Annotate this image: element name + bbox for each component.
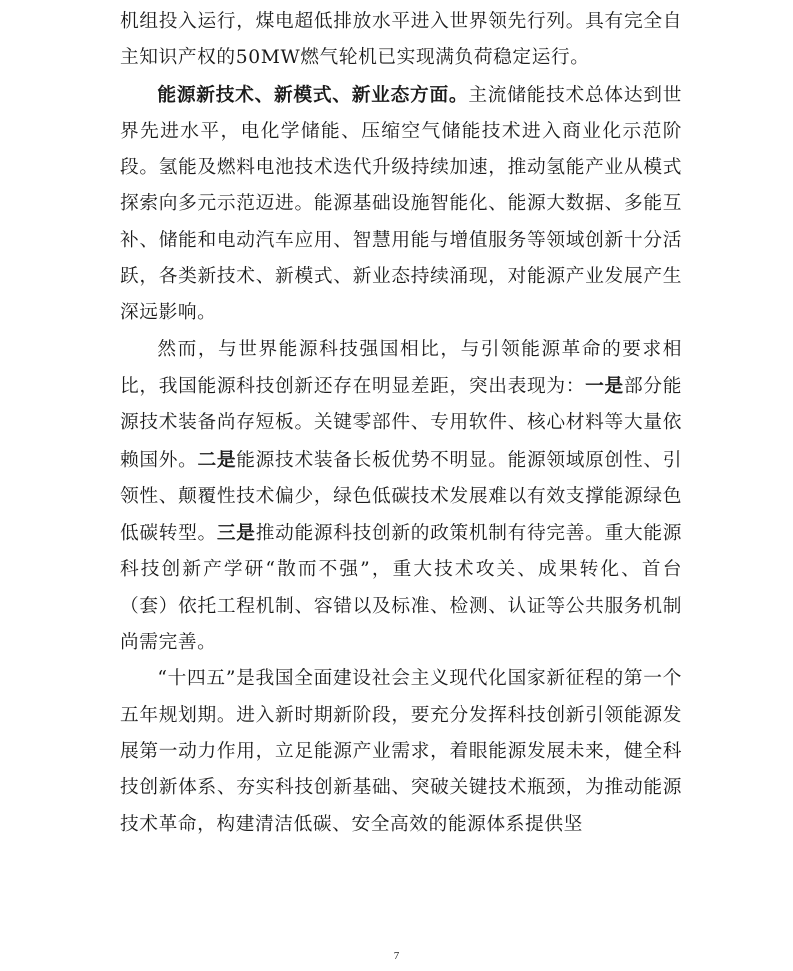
- point-label-1: 一是: [585, 374, 624, 397]
- paragraph-text: “十四五”是我国全面建设社会主义现代化国家新征程的第一个五年规划期。进入新时期新阶段，要充分发挥科技创新引领能源发展第一动力作用，立足能源产业需求，着眼能源发展未来，健全科技创新体系、夯实科技创新基础、突破关键技术瓶颈，为推动能源技术革命，构建清洁低碳、安全高效的能源体系提供坚: [120, 668, 682, 835]
- paragraph-continuation: [120, 4, 682, 77]
- point-label-2: 二是: [197, 448, 237, 471]
- paragraph-new-tech: [120, 77, 682, 332]
- paragraph-gaps: [120, 332, 682, 662]
- paragraph-14th-plan: [120, 661, 682, 842]
- paragraph-text: 主流储能技术总体达到世界先进水平，电化学储能、压缩空气储能技术进入商业化示范阶段。氢能及燃料电池技术迭代升级持续加速，推动氢能产业从模式探索向多元示范迈进。能源基础设施智能化、能源大数据、多能互补、储能和电动汽车应用、智慧用能与增值服务等领域创新十分活跃，各类新技术、新模式、新业态持续涌现，对能源产业发展产生深远影响。: [120, 84, 682, 324]
- paragraph-text: 机组投入运行，煤电超低排放水平进入世界领先行列。具有完全自主知识产权的50MW燃气轮机已实现满负荷稳定运行。: [120, 11, 682, 69]
- point-text-1: 部分能源技术装备尚存短板。关键零部件、专用软件、核心材料等大量依赖国外。: [120, 375, 682, 471]
- page-number: 7: [393, 950, 400, 962]
- point-text-2: 能源技术装备长板优势不明显。能源领域原创性、引领性、颠覆性技术偏少，绿色低碳技术发展难以有效支撑能源绿色低碳转型。: [120, 449, 682, 545]
- paragraph-heading: 能源新技术、新模式、新业态方面。: [157, 83, 469, 106]
- paragraph-text: 然而，与世界能源科技强国相比，与引领能源革命的要求相比，我国能源科技创新还存在明显差距，突出表现为：: [120, 338, 682, 397]
- body-text: [120, 4, 682, 843]
- point-label-3: 三是: [216, 522, 256, 545]
- point-text-3: 推动能源科技创新的政策机制有待完善。重大能源科技创新产学研“散而不强”，重大技术攻关、成果转化、首台（套）依托工程机制、容错以及标准、检测、认证等公共服务机制尚需完善。: [120, 523, 683, 654]
